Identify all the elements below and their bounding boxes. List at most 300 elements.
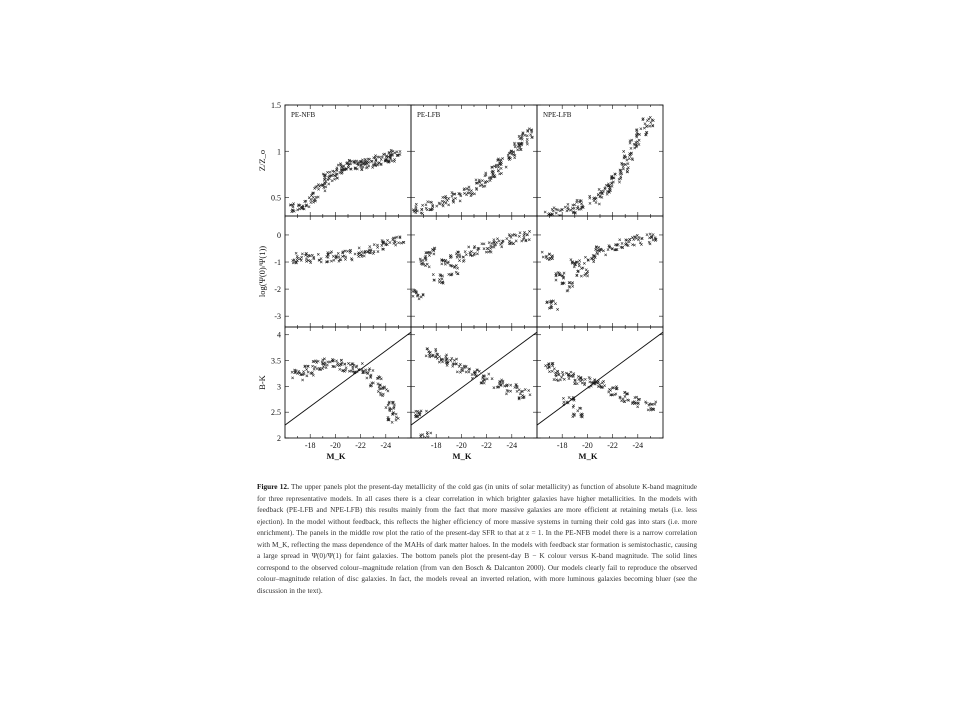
data-point <box>416 210 418 212</box>
data-point <box>336 177 338 179</box>
data-point <box>347 166 349 168</box>
data-point <box>570 371 572 373</box>
data-point <box>345 256 347 258</box>
data-point <box>453 359 455 361</box>
scatter-points <box>291 358 400 424</box>
data-point <box>553 378 555 380</box>
y-tick-label: 0 <box>277 230 281 240</box>
data-point <box>385 388 387 390</box>
data-point <box>451 273 453 275</box>
data-point <box>648 237 650 239</box>
data-point <box>624 395 626 397</box>
y-tick-label: 0.5 <box>271 193 281 203</box>
data-point <box>529 134 531 136</box>
data-point <box>607 248 609 250</box>
data-point <box>456 256 458 258</box>
data-point <box>447 197 449 199</box>
data-point <box>583 262 585 264</box>
y-tick-label: 2.5 <box>271 408 281 418</box>
data-point <box>478 179 480 181</box>
data-point <box>518 135 520 137</box>
data-point <box>426 209 428 211</box>
data-point <box>396 151 398 153</box>
data-point <box>349 163 351 165</box>
data-point <box>462 260 464 262</box>
data-point <box>301 379 303 381</box>
data-point <box>320 257 322 259</box>
data-point <box>604 254 606 256</box>
scatter-points <box>412 128 533 215</box>
data-point <box>485 172 487 174</box>
data-point <box>377 250 379 252</box>
data-point <box>622 150 624 152</box>
x-tick-label: -18 <box>304 441 316 450</box>
scatter-points <box>414 348 531 442</box>
observed-relation-line <box>285 332 411 425</box>
x-tick-label: -20 <box>330 441 341 450</box>
data-point <box>393 158 395 160</box>
data-point <box>652 233 654 235</box>
data-point <box>619 397 621 399</box>
data-point <box>372 369 374 371</box>
data-point <box>598 246 600 248</box>
data-point <box>567 203 569 205</box>
data-point <box>295 252 297 254</box>
data-point <box>433 253 435 255</box>
data-point <box>320 261 322 263</box>
data-point <box>354 253 356 255</box>
data-point <box>302 370 304 372</box>
data-point <box>357 255 359 257</box>
data-point <box>602 250 604 252</box>
data-point <box>336 362 338 364</box>
x-tick-label: -18 <box>556 441 568 450</box>
x-tick-label: -22 <box>481 441 492 450</box>
data-point <box>491 377 493 379</box>
data-point <box>438 356 440 358</box>
panel-r1-c1 <box>411 216 537 327</box>
data-point <box>516 390 518 392</box>
data-point <box>307 371 309 373</box>
data-point <box>571 207 573 209</box>
data-point <box>430 432 432 434</box>
data-point <box>455 358 457 360</box>
data-point <box>488 241 490 243</box>
data-point <box>323 186 325 188</box>
data-point <box>344 363 346 365</box>
data-point <box>485 251 487 253</box>
data-point <box>589 197 591 199</box>
data-point <box>360 251 362 253</box>
data-point <box>620 176 622 178</box>
data-point <box>583 383 585 385</box>
data-point <box>645 402 647 404</box>
y-tick-label: 2 <box>277 434 281 443</box>
data-point <box>314 366 316 368</box>
data-point <box>619 239 621 241</box>
data-point <box>346 250 348 252</box>
data-point <box>465 371 467 373</box>
data-point <box>355 160 357 162</box>
x-tick-label: -22 <box>607 441 618 450</box>
data-point <box>564 206 566 208</box>
data-point <box>463 192 465 194</box>
data-point <box>310 198 312 200</box>
panel-r2-c1 <box>411 327 537 461</box>
data-point <box>344 369 346 371</box>
data-point <box>635 237 637 239</box>
x-tick-label: -24 <box>506 441 518 450</box>
data-point <box>352 368 354 370</box>
panel-model-label: PE-NFB <box>291 111 316 119</box>
data-point <box>445 202 447 204</box>
data-point <box>419 258 421 260</box>
data-point <box>332 255 334 257</box>
data-point <box>572 204 574 206</box>
data-point <box>545 217 547 219</box>
data-point <box>528 230 530 232</box>
data-point <box>345 367 347 369</box>
data-point <box>357 252 359 254</box>
y-tick-label: -1 <box>274 258 281 268</box>
data-point <box>620 400 622 402</box>
data-point <box>377 390 379 392</box>
panel-frame <box>411 216 537 327</box>
data-point <box>306 375 308 377</box>
data-point <box>526 135 528 137</box>
data-point <box>451 195 453 197</box>
panel-r1-c2 <box>537 216 663 327</box>
data-point <box>604 187 606 189</box>
data-point <box>505 166 507 168</box>
data-point <box>421 204 423 206</box>
y-tick-label: 3 <box>277 382 281 392</box>
x-axis-label: M_K <box>578 451 598 461</box>
data-point <box>376 246 378 248</box>
panel-r2-c0 <box>257 327 411 461</box>
data-point <box>622 168 624 170</box>
data-point <box>529 394 531 396</box>
data-point <box>524 388 526 390</box>
data-point <box>434 348 436 350</box>
data-point <box>518 235 520 237</box>
data-point <box>645 125 647 127</box>
data-point <box>337 164 339 166</box>
data-point <box>422 433 424 435</box>
data-point <box>578 265 580 267</box>
data-point <box>509 390 511 392</box>
data-point <box>568 377 570 379</box>
panel-r2-c2 <box>537 327 663 461</box>
observed-relation-line <box>411 332 537 425</box>
data-point <box>621 242 623 244</box>
data-point <box>640 128 642 130</box>
data-point <box>312 196 314 198</box>
data-point <box>551 370 553 372</box>
panel-model-label: PE-LFB <box>417 111 441 119</box>
data-point <box>542 218 544 220</box>
x-tick-label: -22 <box>355 441 366 450</box>
data-point <box>647 409 649 411</box>
data-point <box>452 365 454 367</box>
data-point <box>360 254 362 256</box>
data-point <box>431 355 433 357</box>
data-point <box>502 382 504 384</box>
data-point <box>468 371 470 373</box>
data-point <box>380 378 382 380</box>
figure-plot-area <box>255 95 695 475</box>
data-point <box>337 252 339 254</box>
figure-caption <box>257 481 697 596</box>
data-point <box>573 266 575 268</box>
data-point <box>483 243 485 245</box>
data-point <box>500 379 502 381</box>
data-point <box>521 397 523 399</box>
data-point <box>618 181 620 183</box>
data-point <box>459 200 461 202</box>
data-point <box>333 178 335 180</box>
data-point <box>526 138 528 140</box>
data-point <box>312 374 314 376</box>
data-point <box>496 238 498 240</box>
data-point <box>383 386 385 388</box>
data-point <box>628 241 630 243</box>
data-point <box>333 259 335 261</box>
data-point <box>310 201 312 203</box>
data-point <box>385 406 387 408</box>
data-point <box>514 146 516 148</box>
data-point <box>488 373 490 375</box>
data-point <box>448 273 450 275</box>
data-point <box>499 243 501 245</box>
data-point <box>335 360 337 362</box>
data-point <box>361 362 363 364</box>
data-point <box>315 196 317 198</box>
scatter-points <box>541 233 657 311</box>
data-point <box>506 237 508 239</box>
data-point <box>454 197 456 199</box>
data-point <box>500 172 502 174</box>
observed-relation-line <box>537 332 663 425</box>
data-point <box>429 356 431 358</box>
data-point <box>421 439 423 441</box>
data-point <box>291 371 293 373</box>
panel-frame <box>285 216 411 327</box>
data-point <box>381 156 383 158</box>
data-point <box>650 121 652 123</box>
data-point <box>598 188 600 190</box>
data-point <box>556 308 558 310</box>
data-point <box>445 197 447 199</box>
data-point <box>326 171 328 173</box>
data-point <box>523 231 525 233</box>
data-point <box>592 260 594 262</box>
data-point <box>528 239 530 241</box>
data-point <box>326 364 328 366</box>
data-point <box>554 302 556 304</box>
data-point <box>608 388 610 390</box>
data-point <box>394 152 396 154</box>
y-axis-label: B-K <box>257 375 267 390</box>
data-point <box>637 402 639 404</box>
data-point <box>516 149 518 151</box>
data-point <box>507 390 509 392</box>
data-point <box>570 259 572 261</box>
data-point <box>580 414 582 416</box>
data-point <box>500 167 502 169</box>
data-point <box>577 410 579 412</box>
data-point <box>654 403 656 405</box>
data-point <box>363 255 365 257</box>
data-point <box>344 258 346 260</box>
data-point <box>439 203 441 205</box>
data-point <box>356 365 358 367</box>
data-point <box>483 247 485 249</box>
data-point <box>394 244 396 246</box>
data-point <box>328 183 330 185</box>
figure-panel-grid <box>255 95 695 475</box>
scatter-points <box>544 362 657 418</box>
data-point <box>486 378 488 380</box>
scatter-points <box>292 236 406 265</box>
data-point <box>566 210 568 212</box>
data-point <box>572 415 574 417</box>
data-point <box>568 396 570 398</box>
data-point <box>412 295 414 297</box>
data-point <box>338 256 340 258</box>
data-point <box>444 263 446 265</box>
data-point <box>576 382 578 384</box>
data-point <box>317 253 319 255</box>
panel-r1-c0 <box>257 216 411 327</box>
data-point <box>441 263 443 265</box>
caption-label: Figure 12. <box>257 482 289 491</box>
data-point <box>568 285 570 287</box>
y-tick-label: 4 <box>277 330 281 340</box>
panel-r0-c0 <box>257 101 411 216</box>
data-point <box>415 206 417 208</box>
y-tick-label: 1.5 <box>271 101 281 110</box>
data-point <box>571 281 573 283</box>
data-point <box>428 266 430 268</box>
data-point <box>391 160 393 162</box>
x-axis-label: M_K <box>452 451 472 461</box>
data-point <box>584 256 586 258</box>
data-point <box>655 401 657 403</box>
data-point <box>652 239 654 241</box>
data-point <box>512 151 514 153</box>
data-point <box>349 364 351 366</box>
data-point <box>572 285 574 287</box>
data-point <box>629 142 631 144</box>
data-point <box>471 373 473 375</box>
data-point <box>395 419 397 421</box>
data-point <box>292 262 294 264</box>
data-point <box>427 201 429 203</box>
data-point <box>493 246 495 248</box>
data-point <box>518 389 520 391</box>
x-tick-label: -20 <box>582 441 593 450</box>
data-point <box>446 364 448 366</box>
data-point <box>570 375 572 377</box>
data-point <box>369 245 371 247</box>
data-point <box>386 239 388 241</box>
data-point <box>493 239 495 241</box>
data-point <box>378 161 380 163</box>
data-point <box>563 401 565 403</box>
data-point <box>452 198 454 200</box>
data-point <box>313 256 315 258</box>
data-point <box>548 370 550 372</box>
data-point <box>317 360 319 362</box>
data-point <box>468 246 470 248</box>
data-point <box>515 240 517 242</box>
data-point <box>372 382 374 384</box>
data-point <box>552 210 554 212</box>
x-axis-label: M_K <box>326 451 346 461</box>
data-point <box>551 255 553 257</box>
data-point <box>415 410 417 412</box>
data-point <box>446 199 448 201</box>
panel-r0-c1 <box>411 105 537 216</box>
data-point <box>465 253 467 255</box>
data-point <box>428 254 430 256</box>
data-point <box>560 376 562 378</box>
data-point <box>644 123 646 125</box>
data-point <box>505 393 507 395</box>
data-point <box>626 159 628 161</box>
y-tick-label: 1 <box>277 147 281 157</box>
data-point <box>498 240 500 242</box>
data-point <box>649 125 651 127</box>
data-point <box>464 250 466 252</box>
data-point <box>553 207 555 209</box>
data-point <box>313 368 315 370</box>
data-point <box>490 251 492 253</box>
data-point <box>555 212 557 214</box>
data-point <box>633 402 635 404</box>
data-point <box>425 355 427 357</box>
data-point <box>473 193 475 195</box>
data-point <box>438 281 440 283</box>
data-point <box>441 361 443 363</box>
data-point <box>587 270 589 272</box>
x-tick-label: -18 <box>430 441 442 450</box>
data-point <box>611 185 613 187</box>
data-point <box>598 203 600 205</box>
data-point <box>324 190 326 192</box>
panel-frame <box>537 216 663 327</box>
y-axis-label: Z/Z_o <box>257 149 267 172</box>
data-point <box>519 232 521 234</box>
data-point <box>425 204 427 206</box>
data-point <box>546 219 548 221</box>
data-point <box>526 141 528 143</box>
data-point <box>339 368 341 370</box>
panel-model-label: NPE-LFB <box>543 111 572 119</box>
data-point <box>329 171 331 173</box>
data-point <box>553 368 555 370</box>
data-point <box>378 156 380 158</box>
data-point <box>373 250 375 252</box>
data-point <box>643 127 645 129</box>
data-point <box>361 159 363 161</box>
panel-frame <box>537 327 663 438</box>
data-point <box>544 364 546 366</box>
data-point <box>561 371 563 373</box>
data-point <box>397 242 399 244</box>
data-point <box>550 219 552 221</box>
